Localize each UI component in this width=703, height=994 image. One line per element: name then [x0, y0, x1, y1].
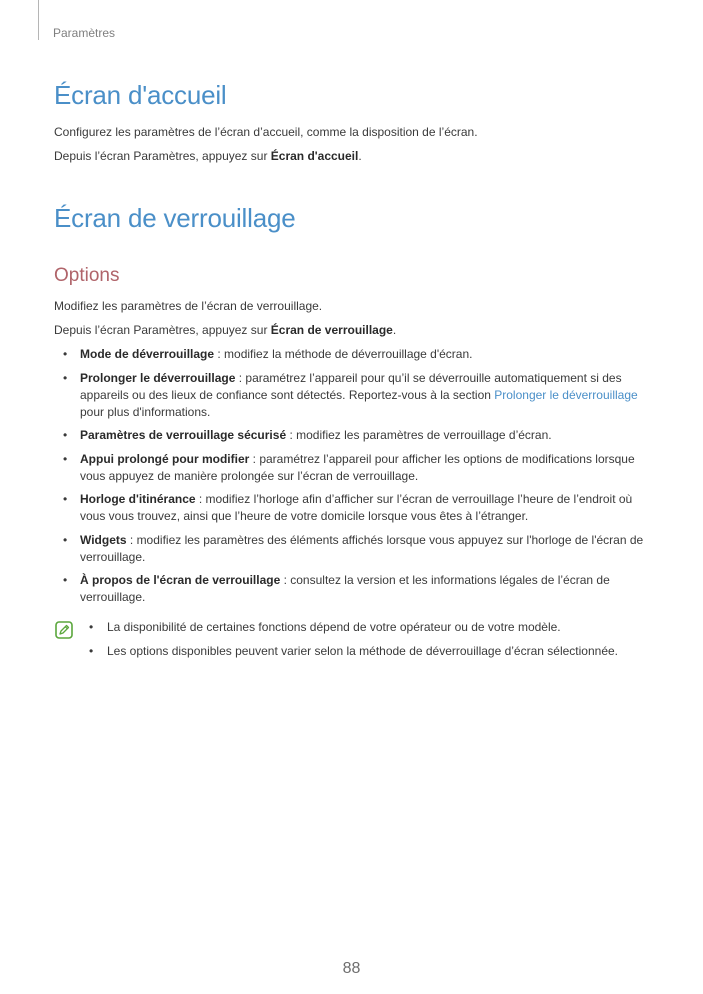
option-text: : modifiez les paramètres de verrouillage d’écran. — [286, 428, 552, 442]
list-item — [54, 346, 654, 363]
option-text: : modifiez les paramètres des éléments affichés lorsque vous appuyez sur l'horloge de l'écran de verrouillage. — [80, 532, 644, 564]
option-term: Prolonger le déverrouillage — [80, 370, 236, 385]
accueil-path-bold: Écran d'accueil — [270, 149, 359, 163]
list-item — [54, 572, 654, 606]
accueil-path — [54, 148, 362, 164]
option-text: : modifiez l’horloge afin d’afficher sur l’écran de verrouillage l’heure de l’endroit où vous vous trouvez, ainsi que l’heure de votre domicile lorsque vous êtes à l’étranger. — [80, 492, 633, 523]
note-text: La disponibilité de certaines fonctions dépend de votre opérateur ou de votre modèle. — [107, 620, 561, 634]
option-text: : modifiez la méthode de déverrouillage d'écran. — [214, 347, 473, 361]
option-text: : consultez la version et les informations légales de l’écran de verrouillage. — [80, 573, 610, 604]
bullet-glyph: • — [63, 492, 68, 506]
note-text: Les options disponibles peuvent varier selon la méthode de déverrouillage d’écran sélectionnée. — [107, 644, 618, 658]
verrouillage-intro: Modifiez les paramètres de l’écran de verrouillage. — [54, 299, 323, 313]
header-section-label: Paramètres — [53, 26, 116, 40]
bullet-glyph: • — [63, 428, 68, 442]
verrouillage-path — [54, 322, 396, 338]
list-item — [54, 427, 654, 444]
subheading-options: Options — [54, 265, 120, 286]
option-text: : paramétrez l’appareil pour afficher les options de modifications lorsque vous appuyez de manière prolongée sur l’écran de verrouillage. — [80, 451, 635, 483]
notes-list — [80, 619, 660, 667]
option-term: Horloge d'itinérance — [80, 492, 196, 506]
link-prolonger-le-deverrouillage[interactable]: Prolonger le déverrouillage — [494, 387, 638, 402]
option-term: À propos de l'écran de verrouillage — [80, 573, 281, 587]
bullet-glyph: • — [63, 573, 68, 587]
options-list — [54, 346, 654, 613]
accueil-path-prefix: Depuis l’écran Paramètres, appuyez sur — [54, 149, 271, 163]
list-item — [54, 451, 654, 485]
bullet-glyph: • — [63, 451, 68, 466]
option-text-after: pour plus d'informations. — [80, 404, 211, 419]
bullet-glyph: • — [63, 370, 68, 385]
accueil-path-suffix: . — [358, 149, 362, 163]
list-item — [54, 491, 654, 525]
note-item — [80, 643, 660, 660]
option-term: Mode de déverrouillage — [80, 347, 215, 361]
option-term: Paramètres de verrouillage sécurisé — [80, 428, 287, 442]
option-term: Appui prolongé pour modifier — [80, 451, 250, 466]
bullet-glyph: • — [63, 347, 68, 361]
note-item — [80, 619, 660, 636]
option-text: : paramétrez l’appareil pour qu’il se déverrouille automatiquement si des appareils ou des lieux de confiance sont détectés. Reportez-vous à la section — [80, 370, 622, 402]
verrouillage-path-suffix: . — [392, 323, 397, 337]
option-term: Widgets — [80, 532, 127, 547]
bullet-glyph: • — [63, 532, 68, 547]
accueil-intro: Configurez les paramètres de l’écran d’accueil, comme la disposition de l’écran. — [54, 125, 478, 139]
verrouillage-path-prefix: Depuis l’écran Paramètres, appuyez sur — [54, 323, 271, 337]
heading-ecran-accueil: Écran d'accueil — [54, 80, 227, 110]
page-number: 88 — [342, 960, 361, 977]
header-divider — [38, 0, 39, 40]
bullet-glyph: • — [89, 644, 94, 658]
list-item — [54, 532, 654, 566]
list-item — [54, 370, 654, 421]
bullet-glyph: • — [89, 620, 94, 634]
heading-ecran-verrouillage: Écran de verrouillage — [54, 203, 296, 233]
note-pencil-icon — [55, 621, 73, 639]
verrouillage-path-bold: Écran de verrouillage — [270, 323, 393, 337]
